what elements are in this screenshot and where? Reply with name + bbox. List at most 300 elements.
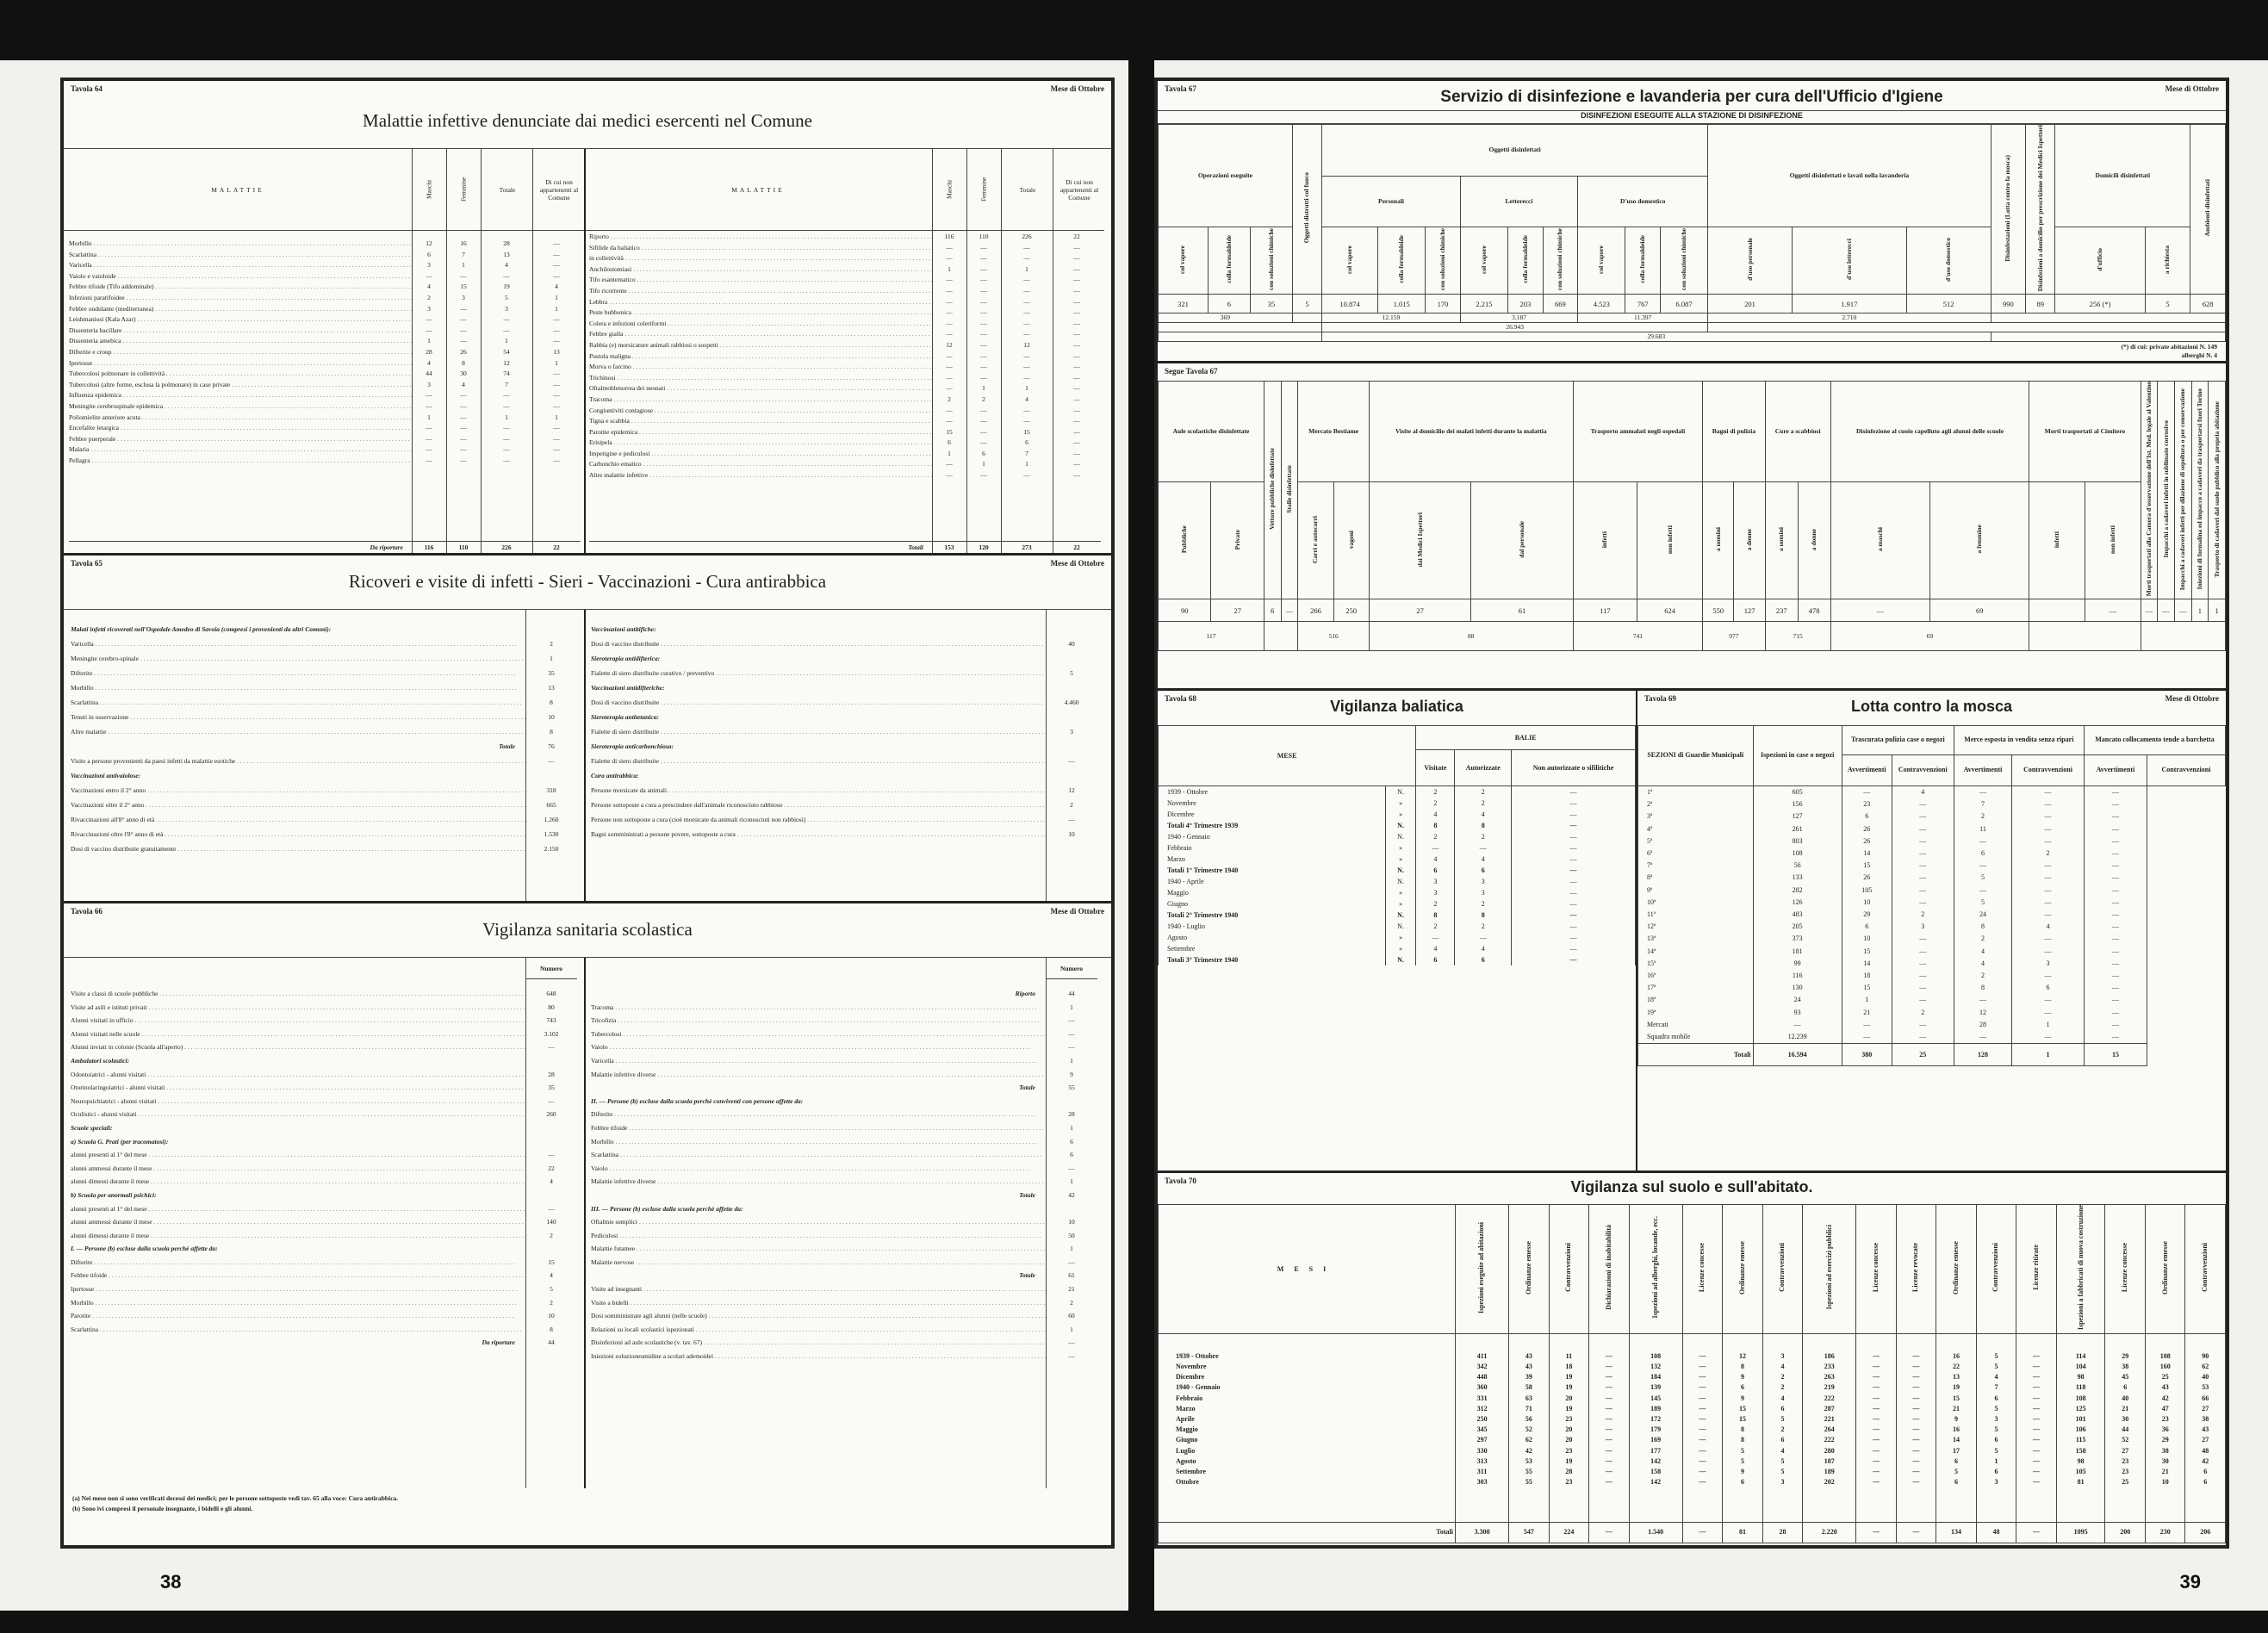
cell-value: N. — [1397, 788, 1404, 796]
list-item — [591, 987, 1097, 1001]
spacer-cell — [2105, 1487, 2145, 1522]
item-label: alunni presenti al 1° del mese . . . — [71, 1148, 525, 1162]
list-item — [71, 1148, 577, 1162]
total-value: 2.220 — [1821, 1528, 1837, 1537]
table-row — [589, 459, 1101, 470]
table-row — [1159, 1404, 2226, 1414]
header-text: Ordinanze emesse — [1951, 1240, 1960, 1295]
item-value: 35 — [548, 1083, 555, 1092]
item-label: Rivaccinazioni oltre l'8° anno di età . . . — [71, 827, 525, 841]
disease-name: Meningite cerebrospinale epidemica . . . — [69, 401, 412, 413]
item-label: III. — Persone (b) escluse dalla scuola perchè affette da: — [591, 1204, 743, 1213]
cell-value: 6 — [1865, 812, 1869, 821]
cell-value: 4 — [1433, 810, 1438, 818]
cell-value: 3 — [505, 304, 508, 313]
cell-value: — — [1919, 972, 1927, 980]
list-item — [591, 680, 1097, 695]
cell-value: 38 — [2122, 1363, 2129, 1371]
cell-value: — — [1073, 417, 1080, 425]
disease-name: Febbre ondulante (mediterranea) . . . — [69, 304, 412, 315]
cell-value: — — [1605, 1468, 1612, 1476]
cell-value: 1 — [948, 449, 951, 457]
spacer-cell — [1509, 1334, 1549, 1351]
spacer-cell — [1589, 1487, 1629, 1522]
spacer-cell — [2056, 1334, 2105, 1351]
cell-value: 4 — [427, 283, 431, 291]
value-cell — [1250, 295, 1292, 314]
cell-value: — — [1912, 1456, 1920, 1465]
cell-value: 7 — [505, 380, 508, 388]
cell-value: — — [1793, 1020, 1801, 1028]
item-value: 1 — [1070, 1245, 1073, 1253]
cell-value: — — [1699, 1404, 1706, 1413]
cell-value: — — [1699, 1425, 1706, 1434]
table-row — [1159, 1382, 2226, 1393]
cell-value: 43 — [1525, 1351, 1532, 1360]
header-cell — [1856, 1205, 1896, 1334]
cell-value: — — [426, 315, 432, 324]
header-text: a donne — [1810, 528, 1818, 550]
header-cell: MALATTIE — [211, 185, 264, 194]
cell-value: 142 — [1650, 1478, 1662, 1487]
cell-value: — — [460, 271, 467, 280]
list-item — [591, 1336, 1097, 1350]
header-text: a uomini — [1713, 527, 1722, 552]
table-row — [1638, 1031, 2226, 1044]
cell-value: — — [980, 406, 987, 414]
header-cell — [1159, 382, 1264, 482]
cell-value: 15 — [1738, 1415, 1746, 1424]
cell-value: — — [1919, 1020, 1927, 1028]
spacer-cell — [2185, 1487, 2226, 1522]
header-cell: Totale — [1001, 149, 1053, 230]
cell-value: 132 — [1650, 1363, 1662, 1371]
cell-value: 2 — [1433, 799, 1438, 807]
header-text: Contravvenzioni — [1898, 766, 1948, 774]
subtotal-cell — [1264, 622, 1297, 651]
cell-value: — — [1073, 460, 1080, 469]
item-value — [1046, 1202, 1097, 1216]
list-item — [71, 1256, 577, 1270]
cell-value: 63 — [1525, 1394, 1532, 1402]
cell-value: 26 — [1863, 873, 1871, 882]
cell-value: 6 — [1481, 956, 1485, 964]
cell-value: 16 — [1953, 1351, 1960, 1360]
cell-value: 126 — [1792, 897, 1803, 906]
cell-value: 345 — [1476, 1425, 1488, 1434]
cell-value: 21 — [2161, 1468, 2169, 1476]
cell-value: 16ª — [1647, 972, 1656, 980]
cell-value: 43 — [2161, 1383, 2169, 1392]
header-cell — [1281, 382, 1298, 599]
table-row — [69, 380, 581, 391]
cell-value: 27 — [2122, 1446, 2129, 1455]
item-label: Dosi di vaccino distribuite gratuitamente . . . — [71, 841, 525, 856]
spacer-cell — [2145, 1487, 2184, 1522]
item-value: 140 — [546, 1218, 556, 1226]
cell-value: 6 — [427, 250, 431, 258]
header-cell — [1589, 1205, 1629, 1334]
cell-value: 6 — [1780, 1404, 1785, 1413]
month-label: Maggio — [1176, 1425, 1198, 1434]
disease-name: Febbre gialla . . . — [589, 329, 932, 340]
header-cell — [2191, 382, 2209, 599]
disease-name: Tracoma . . . — [589, 394, 932, 406]
table-row — [1638, 885, 2226, 897]
table-row — [69, 369, 581, 380]
header-cell — [1703, 482, 1734, 599]
value-cell — [1625, 295, 1661, 314]
header-text: Visitate — [1424, 764, 1447, 772]
spacer-cell — [2016, 1334, 2056, 1351]
disease-name: Tifo ricorrente . . . — [589, 286, 932, 297]
header-text: Operazioni eseguite — [1197, 171, 1252, 180]
cell-value: 3 — [1481, 889, 1485, 897]
cell-value: — — [1699, 1468, 1706, 1476]
item-value: — — [1068, 1352, 1075, 1361]
cell-value: 5 — [1994, 1446, 1998, 1455]
cell-value: — — [2111, 824, 2119, 833]
cell-value: — — [2111, 788, 2119, 796]
left-page — [0, 60, 1128, 1611]
subtotal-value: 977 — [1729, 631, 1739, 640]
table-row — [1159, 854, 1636, 865]
tavole-68-69 — [1158, 688, 2226, 1173]
item-value: 743 — [546, 1016, 556, 1025]
cell-value: 116 — [944, 233, 954, 240]
list-item — [71, 1028, 577, 1041]
cell-value: 186 — [1824, 1351, 1835, 1360]
header-text: MESE — [1277, 752, 1297, 760]
cell-value: 8 — [1481, 822, 1485, 829]
cell-value: 35 — [1267, 299, 1276, 308]
item-value: 6 — [1070, 1151, 1073, 1159]
item-label: Visite ad insegnanti . . . — [591, 1282, 1046, 1296]
table-row — [589, 297, 1101, 308]
item-list — [591, 622, 1097, 841]
table-row — [69, 282, 581, 293]
value-cell — [1906, 295, 1991, 314]
header-cell — [1842, 755, 1892, 786]
ground-inspection-table — [1158, 1204, 2226, 1548]
subtotal-cell — [1159, 622, 1264, 651]
table-row — [69, 250, 581, 261]
header-text: Pubbliche — [1180, 525, 1189, 554]
cell-value: — — [1699, 1394, 1706, 1402]
total-value: 200 — [2120, 1528, 2131, 1537]
total-value: 547 — [1523, 1528, 1534, 1537]
footnote: alberghi N. 4 — [2181, 351, 2217, 359]
month-label: Agosto — [1176, 1456, 1196, 1465]
cell-value: 145 — [1650, 1394, 1662, 1402]
cell-value: 133 — [1792, 873, 1803, 882]
cell-value: 14 — [1953, 1436, 1960, 1444]
cell-value: — — [1919, 824, 1927, 833]
footnote-b: (b) Sono ivi compresi il personale insegnante, i bidelli e gli alunni. — [72, 1505, 253, 1512]
totals-row — [69, 541, 581, 551]
column-rule — [532, 149, 533, 553]
subtotal-value: 715 — [1793, 631, 1803, 640]
item-value: — — [1068, 1043, 1075, 1052]
total-value: 22 — [553, 543, 560, 551]
cell-value: — — [980, 319, 987, 327]
cell-value: — — [1979, 861, 1986, 870]
tavola-66 — [64, 901, 1111, 1548]
value-cell — [1508, 295, 1544, 314]
list-item — [71, 1242, 577, 1256]
column-rule — [932, 149, 933, 553]
cell-value: — — [980, 254, 987, 263]
cell-value: 5 — [1980, 897, 1985, 906]
cell-value: 19 — [1565, 1404, 1573, 1413]
cell-value: 282 — [1792, 885, 1803, 894]
value-cell — [2141, 599, 2158, 622]
cell-value: 23 — [2161, 1415, 2169, 1424]
month-label: Luglio — [1176, 1446, 1196, 1455]
header-text: Merce esposta in vendita senza ripari — [1964, 736, 2074, 744]
item-label: Odontoiatrici - alunni visitati . . . — [71, 1068, 525, 1082]
value-cell — [2209, 599, 2226, 622]
cell-value: — — [426, 271, 432, 280]
cell-value: 6 — [982, 449, 985, 457]
header-text: Licenze concesse — [1698, 1243, 1706, 1293]
item-value: — — [1068, 1016, 1075, 1025]
cell-value: 56 — [1793, 861, 1801, 870]
list-item — [71, 1108, 577, 1121]
cell-value: — — [553, 434, 560, 443]
header-text: non infetti — [1665, 525, 1674, 554]
subtotal-cell — [1460, 314, 1577, 323]
header-cell — [1765, 382, 1830, 482]
item-label: alunni presenti al 1° del mese . . . — [71, 1202, 525, 1216]
header-cell — [1159, 726, 1416, 786]
table-row — [1159, 1435, 2226, 1445]
month-label: Ottobre — [1176, 1478, 1199, 1487]
cell-value: — — [2111, 1020, 2119, 1028]
item-value: 4.460 — [1064, 699, 1079, 706]
disease-name: Ipertosse . . . — [69, 358, 412, 369]
table-row — [1638, 835, 2226, 848]
cell-value: — — [1919, 996, 1927, 1004]
cell-value: — — [1605, 1394, 1612, 1402]
total-value: — — [1605, 1528, 1612, 1537]
header-cell — [1508, 227, 1544, 295]
cell-value: — — [1569, 945, 1577, 953]
item-label: Malattie nervose . . . — [591, 1256, 1046, 1270]
cell-value: 1 — [1994, 1456, 1998, 1465]
list-item — [71, 1189, 577, 1202]
item-value: 44 — [1068, 990, 1075, 997]
table-row — [1159, 1425, 2226, 1435]
cell-value: 5ª — [1647, 836, 1653, 845]
table-row — [1159, 842, 1636, 854]
subtotal-value: 3.187 — [1512, 314, 1526, 322]
cell-value: — — [2044, 873, 2052, 882]
list-item — [591, 1175, 1097, 1189]
header-cell: Maschi — [932, 149, 967, 230]
cell-value: Marzo — [1167, 855, 1185, 863]
cell-value: — — [1073, 384, 1080, 393]
cell-value: 4 — [1780, 1446, 1785, 1455]
disease-name: Anchilostomiasi . . . — [589, 264, 932, 276]
item-value: — — [548, 1151, 555, 1159]
table-row — [1159, 1477, 2226, 1487]
item-label: Visite a bidelli . . . — [591, 1296, 1046, 1310]
subtotal-cell — [1991, 314, 2225, 323]
item-value: 21 — [1068, 1285, 1075, 1294]
header-cell — [1416, 750, 1455, 786]
table-row — [1638, 786, 2226, 799]
cell-value: 202 — [1824, 1478, 1835, 1487]
cell-value: 5 — [1994, 1363, 1998, 1371]
cell-value: — — [2111, 1008, 2119, 1016]
item-label: Otorinolaringoiatrici - alunni visitati . . . — [71, 1081, 525, 1095]
cell-value: — — [1569, 833, 1577, 841]
item-label: Varicella . . . — [591, 1054, 1046, 1068]
cell-value: 16 — [460, 239, 467, 247]
header-text: Letterecci — [1505, 196, 1533, 205]
cell-value: — — [1605, 1363, 1612, 1371]
total-value: 15 — [2111, 1050, 2119, 1059]
header-cell — [1159, 125, 1293, 227]
cell-value: — — [946, 243, 953, 251]
cell-value: — — [2044, 824, 2052, 833]
cell-value: 15 — [1863, 861, 1871, 870]
cell-value: 261 — [1792, 824, 1803, 833]
value-cell — [1930, 599, 2029, 622]
cell-value: 17 — [1953, 1446, 1960, 1455]
cell-value: 6 — [1865, 922, 1869, 931]
cell-value: N. — [1397, 822, 1404, 829]
value-cell — [1708, 295, 1793, 314]
spacer-cell — [1762, 1487, 1802, 1522]
cell-value: 7 — [1025, 449, 1028, 457]
header-cell — [1208, 227, 1250, 295]
cell-value: — — [2044, 861, 2052, 870]
cell-value: 342 — [1476, 1363, 1488, 1371]
column-header — [584, 149, 1104, 231]
cell-value: 28 — [1979, 1020, 1986, 1028]
cell-value: — — [553, 315, 560, 324]
item-value: 3 — [1070, 728, 1073, 736]
cell-value: 179 — [1650, 1425, 1662, 1434]
header-cell — [1509, 1205, 1549, 1334]
header-cell — [1762, 1205, 1802, 1334]
cell-value: N. — [1397, 833, 1404, 841]
value-cell — [1281, 599, 1298, 622]
cell-value: 8 — [1740, 1363, 1744, 1371]
cell-value: 160 — [2159, 1363, 2171, 1371]
cell-value: 331 — [1476, 1394, 1488, 1402]
cell-value: — — [1863, 1033, 1871, 1041]
cell-value: — — [1023, 254, 1030, 263]
subtotal-cell — [1369, 622, 1573, 651]
cell-value: — — [1919, 947, 1927, 955]
cell-value: — — [460, 456, 467, 464]
cell-value: 169 — [1650, 1436, 1662, 1444]
header-cell — [1930, 482, 2029, 599]
cell-value: 448 — [1476, 1373, 1488, 1382]
table-row — [1159, 1351, 2226, 1362]
cell-value: — — [2111, 972, 2119, 980]
cell-value: 18 — [1863, 972, 1871, 980]
header-cell — [1723, 1205, 1762, 1334]
item-label: alunni ammessi durante il mese . . . — [71, 1162, 525, 1176]
subtotal-value: 117 — [1206, 631, 1216, 640]
subtitle: DISINFEZIONI ESEGUITE ALLA STAZIONE DI DISINFEZIONE — [1158, 110, 2226, 124]
tavola-number: Tavola 68 — [1165, 694, 1196, 703]
cell-value: 6 — [948, 438, 951, 447]
cell-value: 6 — [1994, 1436, 1998, 1444]
cell-value: — — [1699, 1415, 1706, 1424]
header-text: a uomini — [1777, 527, 1786, 552]
cell-value: — — [1569, 911, 1577, 919]
spacer-cell — [1549, 1487, 1588, 1522]
cell-value: 115 — [2075, 1436, 2086, 1444]
cell-value: » — [1399, 934, 1403, 941]
cell-value: 53 — [1525, 1456, 1532, 1465]
cell-value: — — [2111, 849, 2119, 858]
cell-value: — — [2044, 885, 2052, 894]
spacer-cell — [1936, 1487, 1976, 1522]
cell-value: 15 — [1738, 1404, 1746, 1413]
list-item — [71, 1162, 577, 1176]
total-value: 116 — [424, 543, 434, 551]
cell-value: 11ª — [1647, 910, 1656, 919]
cell-value: — — [1023, 373, 1030, 382]
footnote-a: (a) Nei mese non si sono verificati decessi dei medici; per le persone sottoposte vedi tav. 65 alla voce: Cura antirabbica. — [72, 1494, 399, 1502]
cell-value: 2 — [1980, 972, 1985, 980]
header-cell — [2012, 755, 2085, 786]
cell-value: — — [460, 304, 467, 313]
table-row — [1159, 1467, 2226, 1477]
table-row — [1159, 798, 1636, 809]
cell-value: — — [1919, 873, 1927, 882]
cell-value: — — [1605, 1425, 1612, 1434]
cell-value: — — [1699, 1351, 1706, 1360]
list-item — [591, 739, 1097, 754]
header-cell — [1637, 482, 1703, 599]
item-label: Pediculosi . . . — [591, 1229, 1046, 1243]
grand-total-value: 29.683 — [1647, 332, 1666, 341]
header-text: Ispezioni ad alberghi, locande, ecc. — [1651, 1216, 1660, 1319]
month-label: Marzo — [1176, 1404, 1196, 1413]
item-value: 12 — [1068, 786, 1075, 794]
item-label: Scarlattina . . . — [71, 695, 525, 710]
cell-value: 12 — [1738, 1351, 1746, 1360]
header-cell — [1549, 1205, 1588, 1334]
item-value: — — [1068, 757, 1075, 765]
cell-value: — — [2044, 788, 2052, 796]
item-value: — — [1068, 1257, 1075, 1266]
cell-value: 40 — [2202, 1373, 2209, 1382]
cell-value: — — [1073, 264, 1080, 273]
cell-value: 125 — [2075, 1404, 2086, 1413]
cell-value: — — [946, 276, 953, 284]
cell-value: 6 — [1994, 1468, 1998, 1476]
cell-value: 2 — [1921, 910, 1925, 919]
disease-name: Infezioni paratifoidee . . . — [69, 293, 412, 304]
cell-value: — — [1073, 427, 1080, 436]
table-row — [589, 427, 1101, 438]
item-label: Iniezioni soluzioneumidine a scolari ademoidei . . . — [591, 1350, 1046, 1363]
cell-value: — — [553, 445, 560, 454]
subtotal-cell — [1573, 622, 1702, 651]
cell-value: 1ª — [1647, 788, 1653, 796]
header-text: dal personale — [1518, 520, 1525, 558]
item-label: Ambulatori scolastici: — [71, 1056, 130, 1065]
header-text: con soluzioni chimiche — [1438, 228, 1447, 291]
